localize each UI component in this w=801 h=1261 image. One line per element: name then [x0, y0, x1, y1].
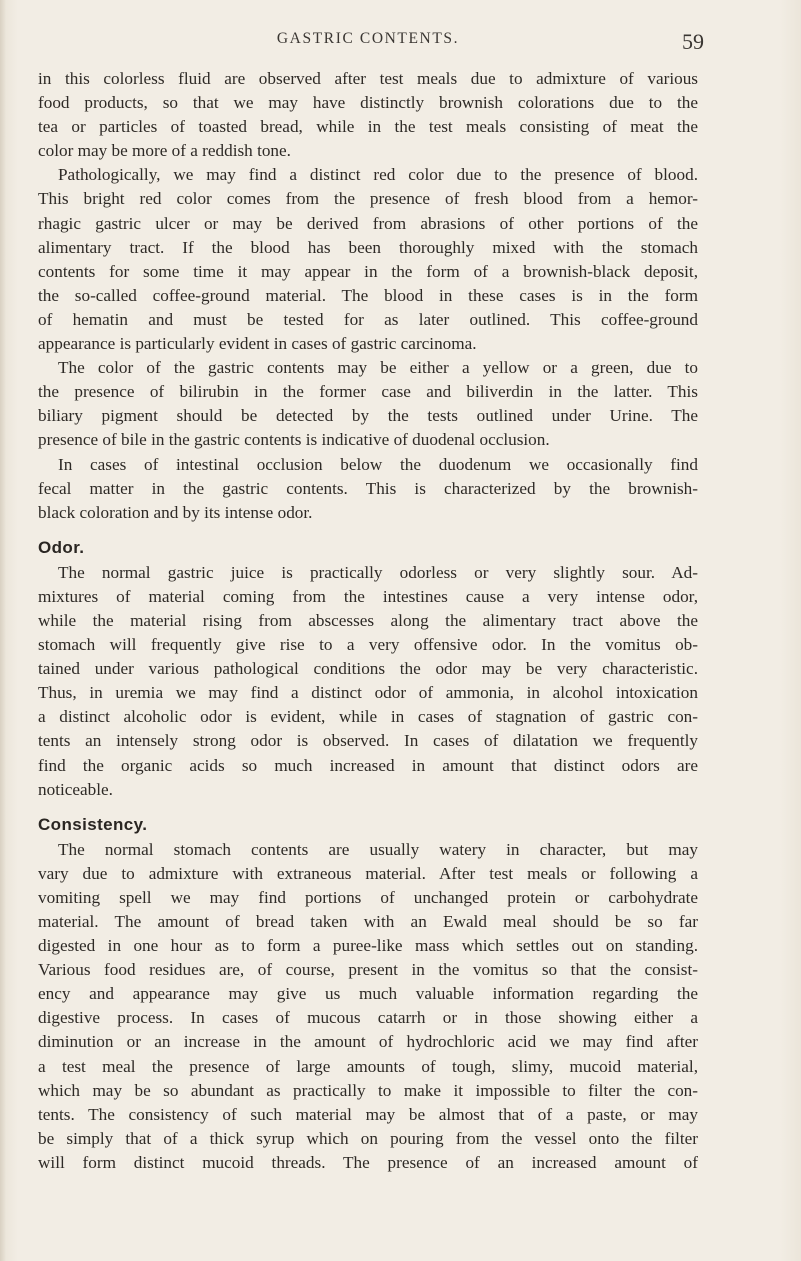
text-line: will form distinct mucoid threads. The presence of an increased amount of [38, 1152, 698, 1172]
text-line: color may be more of a reddish tone. [38, 141, 291, 161]
text-line: This bright red color comes from the presence of fresh blood from a hemor- [38, 189, 698, 209]
text-line: stomach will frequently give rise to a very offensive odor. In the vomitus ob- [38, 635, 698, 655]
section-heading: Consistency. [38, 814, 148, 834]
text-line: noticeable. [38, 779, 113, 799]
text-line: The color of the gastric contents may be either a yellow or a green, due to [58, 358, 698, 378]
text-line: black coloration and by its intense odor. [38, 502, 313, 522]
text-line: contents for some time it may appear in the form of a brownish-black deposit, [38, 261, 698, 281]
text-line: alimentary tract. If the blood has been thoroughly mixed with the stomach [38, 237, 698, 257]
text-line: the so-called coffee-ground material. The blood in these cases is in the form [38, 285, 698, 305]
text-line: diminution or an increase in the amount of hydrochloric acid we may find after [38, 1032, 698, 1052]
text-line: presence of bile in the gastric contents is indicative of duodenal occlusion. [38, 430, 550, 450]
text-line: ency and appearance may give us much valuable information regarding the [38, 984, 698, 1004]
paragraph [38, 163, 698, 356]
text-line: digested in one hour as to form a puree-like mass which settles out on standing. [38, 936, 698, 956]
running-title: GASTRIC CONTENTS. [276, 30, 460, 47]
text-line: in this colorless fluid are observed after test meals due to admixture of various [38, 69, 698, 88]
section-heading: Odor. [38, 537, 85, 557]
text-line: a test meal the presence of large amounts of tough, slimy, mucoid material, [38, 1056, 698, 1076]
text-line: tained under various pathological conditions the odor may be very characteristic. [38, 659, 698, 679]
text-line: In cases of intestinal occlusion below the duodenum we occasionally find [58, 454, 698, 474]
text-line: fecal matter in the gastric contents. This is characterized by the brownish- [38, 478, 698, 498]
text-line: food products, so that we may have distinctly brownish colorations due to the [38, 93, 698, 113]
text-line: while the material rising from abscesses along the alimentary tract above the [38, 610, 698, 630]
text-line: vary due to admixture with extraneous material. After test meals or following a [38, 863, 698, 883]
page-gutter-shadow [0, 0, 6, 1261]
running-head [38, 29, 704, 54]
text-line: tents an intensely strong odor is observed. In cases of dilatation we frequently [38, 731, 698, 751]
text-line: find the organic acids so much increased in amount that distinct odors are [38, 755, 698, 775]
text-line: biliary pigment should be detected by the tests outlined under Urine. The [38, 406, 698, 426]
text-line: be simply that of a thick syrup which on pouring from the vessel onto the filter [38, 1128, 698, 1148]
text-line: a distinct alcoholic odor is evident, while in cases of stagnation of gastric con- [38, 707, 698, 727]
paragraph [38, 356, 698, 452]
text-line: Thus, in uremia we may find a distinct odor of ammonia, in alcohol intoxication [38, 683, 698, 703]
page-number: 59 [682, 29, 704, 54]
text-line: of hematin and must be tested for as later outlined. This coffee-ground [38, 309, 698, 329]
text-line: tea or particles of toasted bread, while in the test meals consisting of meat the [38, 117, 698, 137]
text-line: vomiting spell we may find portions of unchanged protein or carbohydrate [38, 887, 698, 907]
text-line: material. The amount of bread taken with an Ewald meal should be so far [38, 912, 698, 931]
text-line: rhagic gastric ulcer or may be derived from abrasions of other portions of the [38, 213, 698, 233]
text-line: The normal stomach contents are usually watery in character, but may [58, 839, 698, 859]
paragraph [38, 67, 698, 163]
text-line: The normal gastric juice is practically odorless or very slightly sour. Ad- [58, 562, 698, 582]
page-body [38, 67, 698, 1175]
text-line: appearance is particularly evident in cases of gastric carcinoma. [38, 334, 477, 354]
text-line: digestive process. In cases of mucous catarrh or in those showing either a [38, 1008, 698, 1028]
text-line: Various food residues are, of course, present in the vomitus so that the consist- [38, 960, 698, 980]
text-line: the presence of bilirubin in the former case and biliverdin in the latter. This [38, 382, 698, 402]
text-line: which may be so abundant as practically to make it impossible to filter the con- [38, 1080, 698, 1100]
text-line: mixtures of material coming from the intestines cause a very intense odor, [38, 586, 698, 606]
paragraph [38, 561, 698, 802]
paragraph [38, 838, 698, 1175]
paragraph [38, 453, 698, 525]
text-line: Pathologically, we may find a distinct red color due to the presence of blood. [58, 165, 698, 185]
text-line: tents. The consistency of such material may be almost that of a paste, or may [38, 1104, 698, 1124]
